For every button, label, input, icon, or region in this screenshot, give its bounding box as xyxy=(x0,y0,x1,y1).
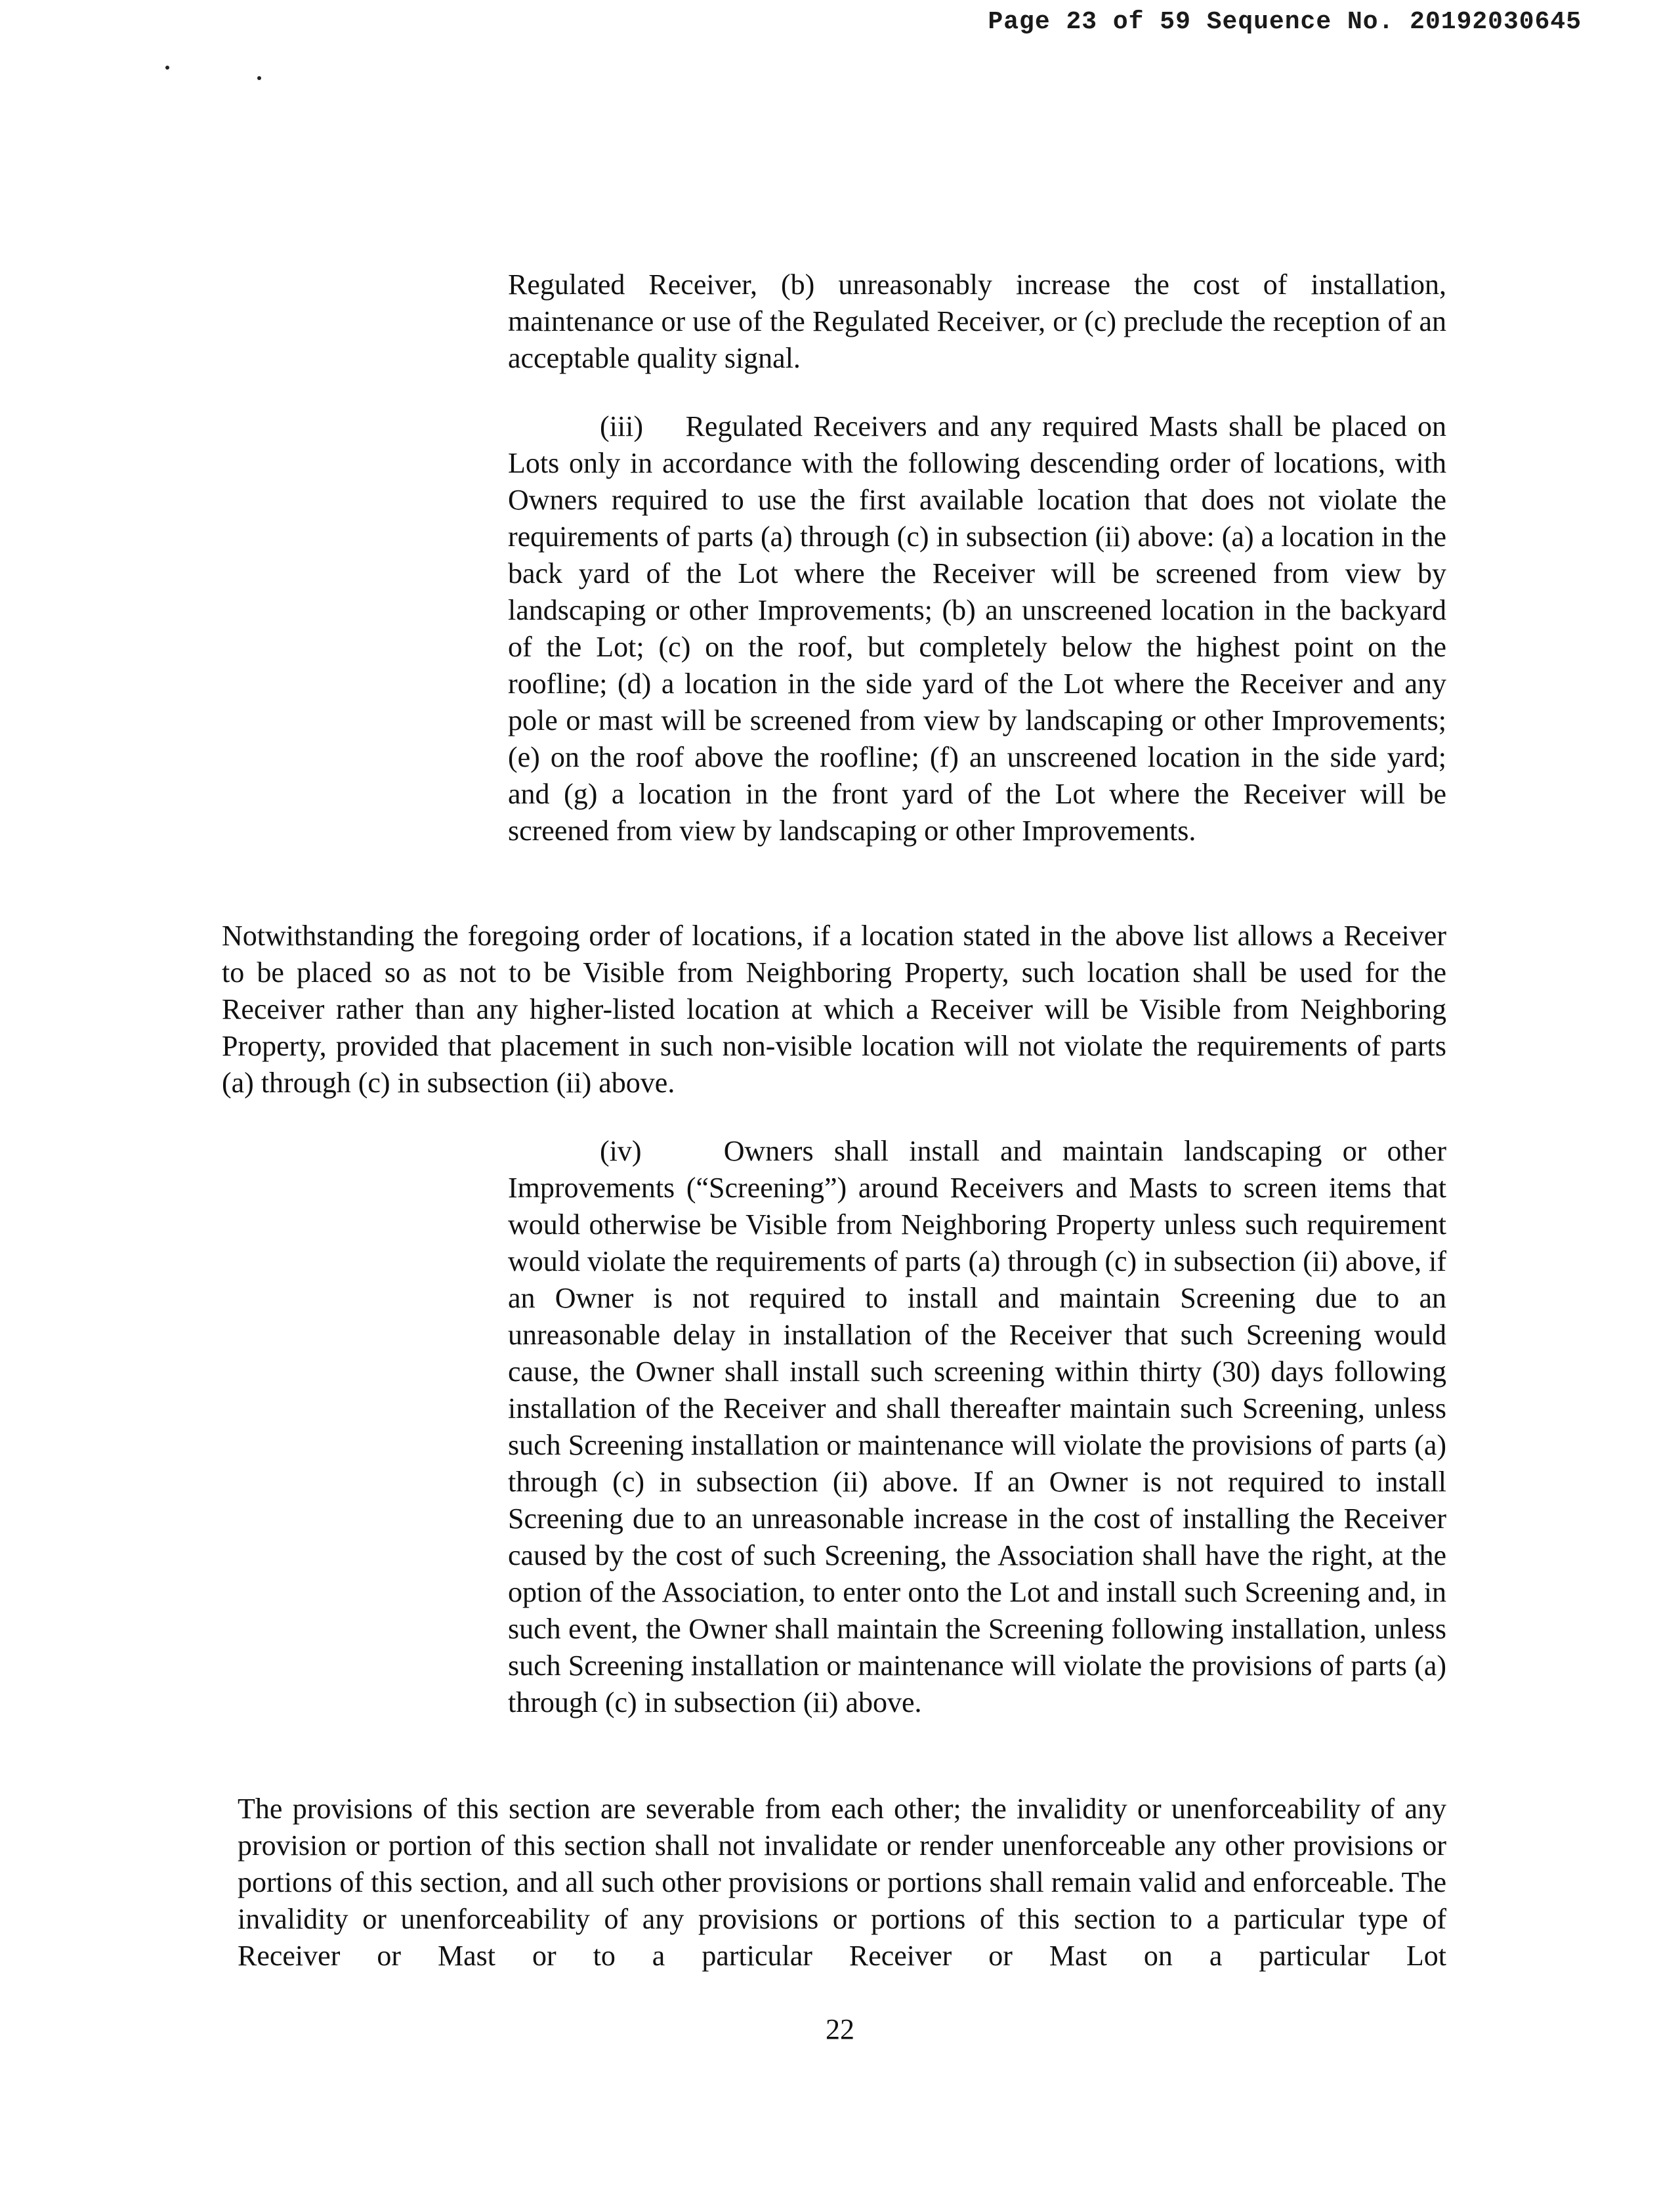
paragraph-iii-placement-order: (iii) Regulated Receivers and any required Masts shall be placed on Lots only in accordance with the following descending order of locations, with Owners required to use the first available location that does not violate the requirements of parts (a) through (c) in subsection (ii) above: (a) a location in the back yard of the Lot where the Receiver will be screened from view by landscaping or other Improvements; (b) an unscreened location in the backyard of the Lot; (c) on the roof, but completely below the highest point on the roofline; (d) a location in the side yard of the Lot where the Receiver and any pole or mast will be screened from view by landscaping or other Improvements; (e) on the roof above the roofline; (f) an unscreened location in the side yard; and (g) a location in the front yard of the Lot where the Receiver will be screened from view by landscaping or other Improvements. xyxy=(508,410,1446,847)
paragraph-notwithstanding: Notwithstanding the foregoing order of locations, if a location stated in the above list allows a Receiver to be placed so as not to be Visible from Neighboring Property, such location shall be used for the Receiver rather than any higher-listed location at which a Receiver will be Visible from Neighboring Property, provided that placement in such non-visible location will not violate the requirements of parts (a) through (c) in subsection (ii) above. xyxy=(222,920,1446,1099)
scan-speck xyxy=(165,66,169,70)
page-number: 22 xyxy=(826,2013,854,2045)
paragraph-severability: The provisions of this section are severable from each other; the invalidity or unenforceability of any provision or portion of this section shall not invalidate or render unenforceable any other provisions or portions of this section, and all such other provisions or portions shall remain valid and enforceable. The invalidity or unenforceability of any provisions or portions of this section to a particular type of Receiver or Mast or to a particular Receiver or Mast on a particular Lot xyxy=(238,1793,1446,1972)
page-header-sequence: Page 23 of 59 Sequence No. 20192030645 xyxy=(988,8,1582,36)
paragraph-iv-screening: (iv) Owners shall install and maintain landscaping or other Improvements (“Screening”) around Receivers and Masts to screen items that would otherwise be Visible from Neighboring Property unless such requirement would violate the requirements of parts (a) through (c) in subsection (ii) above, if an Owner is not required to install and maintain Screening due to an unreasonable delay in installation of the Receiver that such Screening would cause, the Owner shall install such screening within thirty (30) days following installation of the Receiver and shall thereafter maintain such Screening, unless such Screening installation or maintenance will violate the provisions of parts (a) through (c) in subsection (ii) above. If an Owner is not required to install Screening due to an unreasonable increase in the cost of installing the Receiver caused by the cost of such Screening, the Association shall have the right, at the option of the Association, to enter onto the Lot and install such Screening and, in such event, the Owner shall maintain the Screening following installation, unless such Screening installation or maintenance will violate the provisions of parts (a) through (c) in subsection (ii) above. xyxy=(508,1135,1446,1718)
scan-speck xyxy=(257,76,261,80)
paragraph-regulated-receiver-continuation: Regulated Receiver, (b) unreasonably increase the cost of installation, maintenance or use of the Regulated Receiver, or (c) preclude the reception of an acceptable quality signal. xyxy=(508,268,1446,374)
